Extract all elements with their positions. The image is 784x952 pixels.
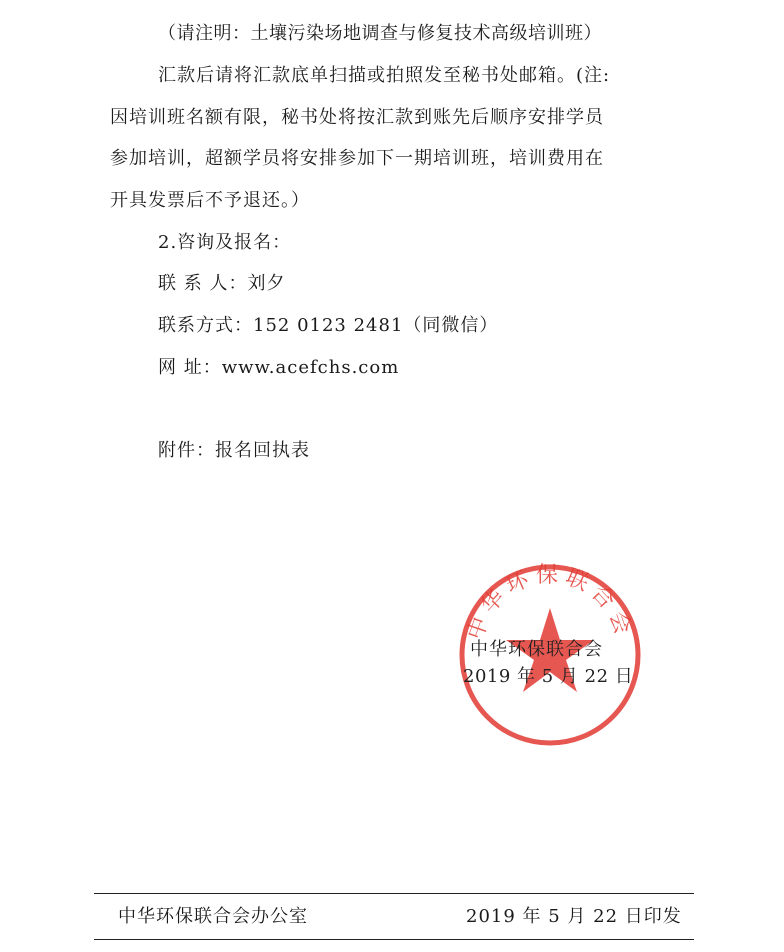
paragraph-line: 汇款后请将汇款底单扫描或拍照发至秘书处邮箱。(注: [158,65,611,86]
section-heading: 2.咨询及报名： [158,232,292,253]
footer-issuer: 中华环保联合会办公室 [118,906,308,927]
training-name-note: （请注明：土壤污染场地调查与修复技术高级培训班） [158,23,602,44]
signature-date: 2019 年 5 月 22 日 [463,666,634,687]
website-link[interactable]: 网 址：www.acefchs.com [158,357,400,378]
contact-phone: 联系方式：152 0123 2481（同微信） [158,315,499,336]
footer-issue-date: 2019 年 5 月 22 日印发 [466,906,682,927]
contact-person: 联 系 人：刘夕 [158,273,286,294]
signature-org: 中华环保联合会 [470,639,603,660]
paragraph-line: 开具发票后不予退还。） [110,190,310,211]
paragraph-line: 因培训班名额有限，秘书处将按汇款到账先后顺序安排学员 [110,107,604,128]
attachment-line: 附件：报名回执表 [158,440,310,461]
seal-text: 中华环保联合会 [463,563,637,644]
footer-rule-bottom [94,939,694,940]
paragraph-line: 参加培训，超额学员将安排参加下一期培训班，培训费用在 [110,148,604,169]
footer-rule-top [94,893,694,894]
